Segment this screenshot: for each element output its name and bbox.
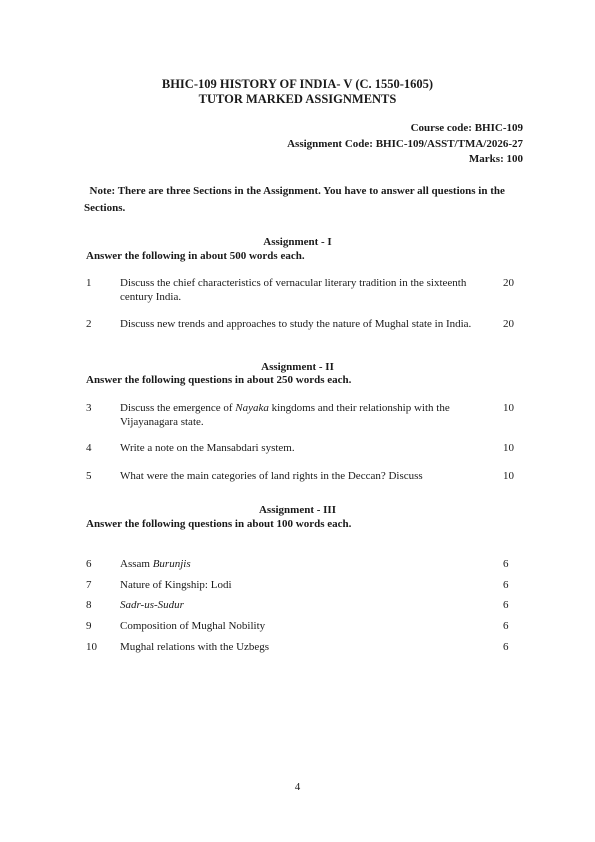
question-text: Assam Burunjis xyxy=(120,558,191,570)
question-text: Composition of Mughal Nobility xyxy=(120,620,266,632)
question-marks: 10 xyxy=(503,442,514,454)
question-text: Discuss new trends and approaches to study the nature of Mughal state in India. xyxy=(120,318,472,330)
section-instruction: Answer the following questions in about 100 words each. xyxy=(86,518,352,530)
section-instruction: Answer the following in about 500 words each. xyxy=(86,250,305,262)
document-title: BHIC-109 HISTORY OF INDIA- V (C. 1550-1605) xyxy=(161,77,434,91)
question-marks: 10 xyxy=(503,470,514,482)
question-number: 3 xyxy=(86,402,92,414)
question-marks: 6 xyxy=(503,599,509,611)
question-marks: 20 xyxy=(503,277,514,289)
course-code: Course code: BHIC-109 xyxy=(410,122,523,134)
question-number: 2 xyxy=(86,318,92,330)
question-number: 8 xyxy=(86,599,92,611)
question-marks: 20 xyxy=(503,318,514,330)
question-number: 4 xyxy=(86,442,92,454)
question-text: Write a note on the Mansabdari system. xyxy=(120,442,295,454)
page-number: 4 xyxy=(294,781,301,793)
question-number: 5 xyxy=(86,470,92,482)
italic-term: Nayaka xyxy=(235,402,269,414)
question-marks: 6 xyxy=(503,579,509,591)
question-text: What were the main categories of land rights in the Deccan? Discuss xyxy=(120,470,423,482)
question-marks: 6 xyxy=(503,641,509,653)
question-marks: 10 xyxy=(503,402,514,414)
question-text: Nature of Kingship: Lodi xyxy=(120,579,232,591)
question-text: Discuss the emergence of Nayaka kingdoms and their relationship with the Vijayanagara state. xyxy=(120,402,450,428)
assignment-code: Assignment Code: BHIC-109/ASST/TMA/2026-27 xyxy=(287,138,523,150)
italic-term: Sadr-us-Sudur xyxy=(120,599,184,611)
question-text: Discuss the chief characteristics of vernacular literary tradition in the sixteenth century India. xyxy=(120,277,467,303)
total-marks: Marks: 100 xyxy=(468,153,523,165)
question-number: 6 xyxy=(86,558,92,570)
question-number: 7 xyxy=(86,579,92,591)
italic-term: Burunjis xyxy=(152,558,191,570)
instructions-note: Note: There are three Sections in the Assignment. You have to answer all questions in the Sections. xyxy=(84,185,505,214)
section-instruction: Answer the following questions in about 250 words each. xyxy=(86,374,352,386)
section-heading: Assignment - II xyxy=(261,361,334,373)
question-marks: 6 xyxy=(503,620,509,632)
section-heading: Assignment - III xyxy=(258,504,336,516)
question-number: 9 xyxy=(86,620,92,632)
question-number: 10 xyxy=(86,641,97,653)
question-marks: 6 xyxy=(503,558,509,570)
section-heading: Assignment - I xyxy=(263,236,332,248)
question-number: 1 xyxy=(86,277,92,289)
document-subtitle: TUTOR MARKED ASSIGNMENTS xyxy=(198,92,397,106)
question-text: Mughal relations with the Uzbegs xyxy=(120,641,270,653)
question-text xyxy=(120,598,492,612)
